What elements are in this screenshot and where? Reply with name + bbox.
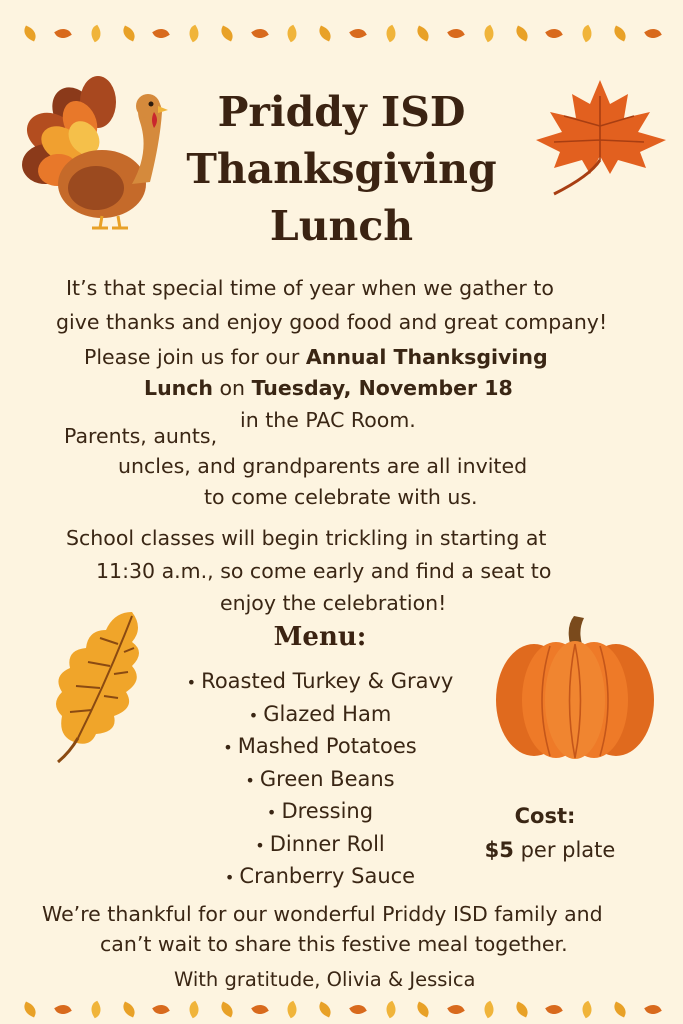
schedule-line-2: 11:30 a.m., so come early and find a seat to — [96, 559, 552, 583]
maple-leaf-icon — [534, 76, 666, 196]
leaf-icon — [481, 24, 498, 42]
leaf-icon — [284, 24, 301, 42]
menu-item: • Roasted Turkey & Gravy — [150, 666, 490, 699]
oak-leaf-icon — [48, 608, 148, 766]
leaf-icon — [251, 1001, 269, 1018]
leaf-icon — [447, 1001, 465, 1018]
menu-heading: Menu: — [273, 622, 367, 652]
leaf-icon — [54, 25, 72, 42]
leaf-icon — [284, 1000, 301, 1018]
closing-line-2: can’t wait to share this festive meal together. — [100, 932, 568, 956]
leaf-icon — [22, 1001, 39, 1017]
leaf-icon — [54, 1001, 72, 1018]
invite-line-2 — [144, 372, 513, 404]
leaf-icon — [415, 25, 432, 41]
menu-item: • Cranberry Sauce — [150, 861, 490, 894]
leaf-icon — [481, 1000, 498, 1018]
leaf-icon — [186, 24, 203, 42]
invite-prefix: Please join us for our — [84, 345, 306, 369]
schedule-line-3: enjoy the celebration! — [220, 591, 447, 615]
leaf-icon — [316, 25, 333, 41]
event-date: Tuesday, November 18 — [251, 376, 513, 400]
turkey-icon — [22, 72, 168, 230]
bottom-leaf-border — [0, 996, 683, 1022]
family-line-3: to come celebrate with us. — [204, 485, 478, 509]
leaf-icon — [120, 1001, 137, 1017]
leaf-icon — [22, 25, 39, 41]
invite-on: on — [213, 376, 252, 400]
cost-value — [470, 838, 630, 862]
pumpkin-icon — [494, 614, 656, 760]
title-line-3: Lunch — [269, 202, 414, 250]
cost-unit: per plate — [513, 838, 616, 862]
leaf-icon — [120, 25, 137, 41]
leaf-icon — [349, 1001, 367, 1018]
menu-list — [150, 666, 490, 894]
leaf-icon — [644, 25, 662, 42]
leaf-icon — [218, 1001, 235, 1017]
menu-item: • Dressing — [150, 796, 490, 829]
event-name-1: Annual Thanksgiving — [305, 345, 548, 369]
title-line-2: Thanksgiving — [186, 145, 497, 193]
intro-line-2: give thanks and enjoy good food and great company! — [56, 310, 608, 334]
leaf-icon — [153, 1001, 171, 1018]
family-line-2: uncles, and grandparents are all invited — [118, 454, 528, 478]
leaf-icon — [88, 1000, 105, 1018]
leaf-icon — [415, 1001, 432, 1017]
top-leaf-border — [0, 20, 683, 46]
schedule-line-1: School classes will begin trickling in starting at — [66, 526, 547, 550]
invite-line-1 — [84, 341, 548, 373]
menu-item: • Mashed Potatoes — [150, 731, 490, 764]
leaf-icon — [349, 25, 367, 42]
leaf-icon — [382, 24, 399, 42]
leaf-icon — [218, 25, 235, 41]
leaf-icon — [579, 24, 596, 42]
leaf-icon — [546, 1001, 564, 1018]
leaf-icon — [382, 1000, 399, 1018]
title-line-1: Priddy ISD — [217, 88, 466, 136]
leaf-icon — [611, 25, 628, 41]
cost-amount: $5 — [484, 838, 514, 862]
leaf-icon — [153, 25, 171, 42]
leaf-icon — [579, 1000, 596, 1018]
family-line-1: Parents, aunts, — [64, 424, 218, 448]
leaf-icon — [186, 1000, 203, 1018]
leaf-icon — [447, 25, 465, 42]
signature: With gratitude, Olivia & Jessica — [174, 968, 476, 991]
intro-line-1: It’s that special time of year when we gather to — [66, 276, 554, 300]
menu-item: • Green Beans — [150, 764, 490, 797]
leaf-icon — [644, 1001, 662, 1018]
leaf-icon — [316, 1001, 333, 1017]
event-location: in the PAC Room. — [240, 408, 416, 432]
page-title — [160, 84, 523, 255]
leaf-icon — [611, 1001, 628, 1017]
leaf-icon — [546, 25, 564, 42]
menu-item: • Glazed Ham — [150, 699, 490, 732]
leaf-icon — [513, 25, 530, 41]
event-name-2: Lunch — [144, 376, 213, 400]
closing-line-1: We’re thankful for our wonderful Priddy ISD family and — [42, 902, 603, 926]
leaf-icon — [88, 24, 105, 42]
cost-label: Cost: — [514, 804, 576, 828]
menu-item: • Dinner Roll — [150, 829, 490, 862]
leaf-icon — [513, 1001, 530, 1017]
leaf-icon — [251, 25, 269, 42]
